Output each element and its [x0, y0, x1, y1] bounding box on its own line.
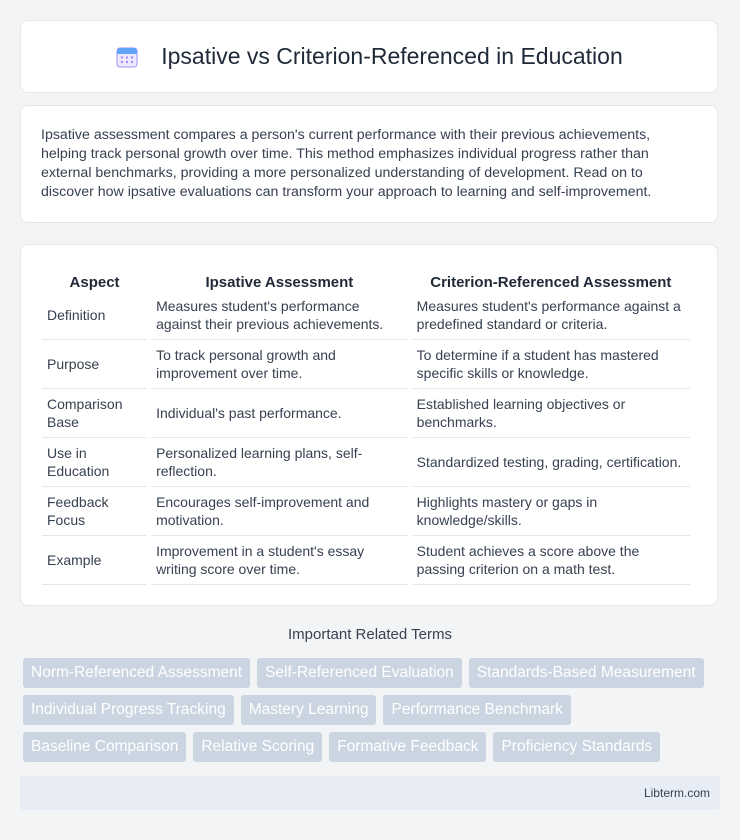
related-term-chip[interactable]: Mastery Learning [241, 695, 377, 725]
column-header-criterion: Criterion-Referenced Assessment [430, 274, 672, 291]
table-cell-aspect: Purpose [42, 340, 147, 389]
column-header-aspect: Aspect [69, 274, 120, 291]
table-cell-ipsative: Personalized learning plans, self-reflection. [151, 438, 408, 487]
table-cell-criterion: Established learning objectives or benchmarks. [412, 389, 690, 438]
comparison-table [38, 265, 694, 585]
table-cell-criterion: Student achieves a score above the passing criterion on a math test. [412, 536, 690, 585]
footer-site-link[interactable]: Libterm.com [643, 786, 710, 800]
related-terms-row [23, 732, 723, 762]
related-term-chip[interactable]: Individual Progress Tracking [23, 695, 234, 725]
table-cell-criterion: Highlights mastery or gaps in knowledge/skills. [412, 487, 690, 536]
related-term-chip[interactable]: Baseline Comparison [23, 732, 186, 762]
related-terms-list [23, 658, 723, 769]
table-row [42, 487, 690, 536]
related-term-chip[interactable]: Relative Scoring [193, 732, 322, 762]
table-cell-aspect: Feedback Focus [42, 487, 147, 536]
table-cell-ipsative: To track personal growth and improvement over time. [151, 340, 408, 389]
table-cell-ipsative: Improvement in a student's essay writing score over time. [151, 536, 408, 585]
intro-text: Ipsative assessment compares a person's current performance with their previous achievements, helping track personal growth over time. This method emphasizes individual progress rather than external benchmarks, providing a more personalized understanding of development. Read on to discover how ipsative evaluations can transform your approach to learning and self-improvement. [41, 127, 652, 200]
related-term-chip[interactable]: Formative Feedback [329, 732, 486, 762]
header-card [20, 20, 718, 93]
calendar-icon [115, 45, 139, 69]
related-term-chip[interactable]: Standards-Based Measurement [469, 658, 704, 688]
table-cell-aspect: Use in Education [42, 438, 147, 487]
page-title: Ipsative vs Criterion-Referenced in Education [161, 43, 623, 69]
related-term-chip[interactable]: Norm-Referenced Assessment [23, 658, 250, 688]
table-cell-criterion: Standardized testing, grading, certification. [412, 438, 690, 487]
table-header-row [42, 265, 690, 291]
table-cell-aspect: Definition [42, 291, 147, 340]
table-row [42, 438, 690, 487]
footer [20, 776, 720, 810]
table-cell-ipsative: Measures student's performance against their previous achievements. [151, 291, 408, 340]
table-row [42, 340, 690, 389]
table-cell-aspect: Comparison Base [42, 389, 147, 438]
table-row [42, 291, 690, 340]
related-term-chip[interactable]: Self-Referenced Evaluation [257, 658, 462, 688]
intro-card [20, 105, 718, 223]
related-term-chip[interactable]: Performance Benchmark [383, 695, 570, 725]
table-cell-criterion: To determine if a student has mastered specific skills or knowledge. [412, 340, 690, 389]
related-terms-row [23, 695, 723, 725]
related-terms-row [23, 658, 723, 688]
column-header-ipsative: Ipsative Assessment [205, 274, 354, 291]
table-cell-criterion: Measures student's performance against a predefined standard or criteria. [412, 291, 690, 340]
table-row [42, 536, 690, 585]
comparison-table-card [20, 244, 718, 606]
table-row [42, 389, 690, 438]
table-cell-aspect: Example [42, 536, 147, 585]
related-term-chip[interactable]: Proficiency Standards [493, 732, 660, 762]
table-cell-ipsative: Individual's past performance. [151, 389, 408, 438]
table-cell-ipsative: Encourages self-improvement and motivation. [151, 487, 408, 536]
related-terms-title: Important Related Terms [288, 626, 452, 643]
